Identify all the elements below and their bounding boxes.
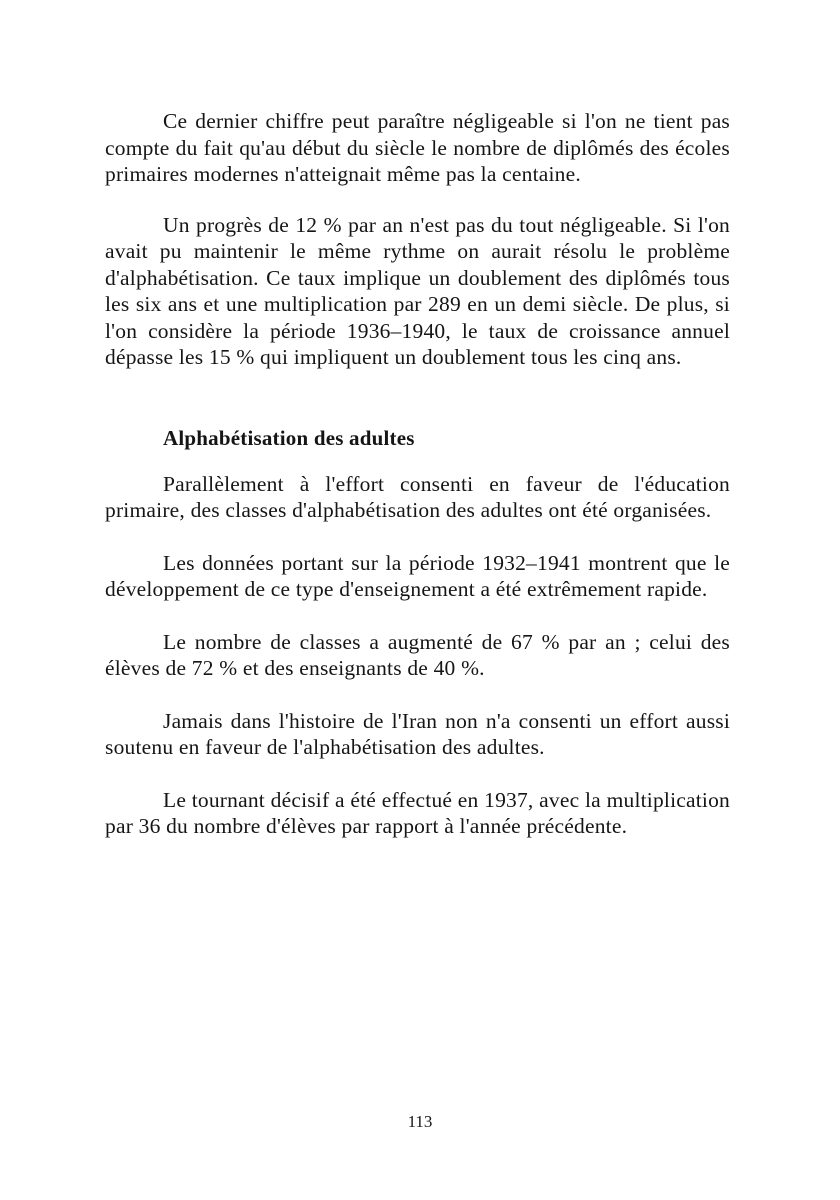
paragraph-section-1: Parallèlement à l'effort consenti en faveur de l'éducation primaire, des classes d'alphabétisation des adultes ont été organisées. [105, 471, 730, 522]
paragraph-top-1: Ce dernier chiffre peut paraître négligeable si l'on ne tient pas compte du fait qu'au début du siècle le nombre de diplômés des écoles primaires modernes n'atteignait même pas la centaine. [105, 109, 730, 186]
paragraph-section-4: Jamais dans l'histoire de l'Iran non n'a consenti un effort aussi soutenu en faveur de l'alphabétisation des adultes. [105, 708, 730, 759]
page-body [105, 108, 730, 840]
paragraph-section-5: Le tournant décisif a été effectué en 1937, avec la multiplication par 36 du nombre d'élèves par rapport à l'année précédente. [105, 787, 730, 838]
page-number: 113 [407, 1112, 433, 1131]
section-heading: Alphabétisation des adultes [163, 425, 415, 450]
paragraph-top-2: Un progrès de 12 % par an n'est pas du tout négligeable. Si l'on avait pu maintenir le même rythme on aurait résolu le problème d'alphabétisation. Ce taux implique un doublement des diplômés tous les six ans et une multiplication par 289 en un demi siècle. De plus, si l'on considère la période 1936–1940, le taux de croissance annuel dépasse les 15 % qui impliquent un doublement tous les cinq ans. [105, 212, 730, 369]
paragraph-section-3: Le nombre de classes a augmenté de 67 % par an ; celui des élèves de 72 % et des enseignants de 40 %. [105, 629, 730, 680]
paragraph-section-2: Les données portant sur la période 1932–1941 montrent que le développement de ce type d'enseignement a été extrêmement rapide. [105, 550, 730, 601]
